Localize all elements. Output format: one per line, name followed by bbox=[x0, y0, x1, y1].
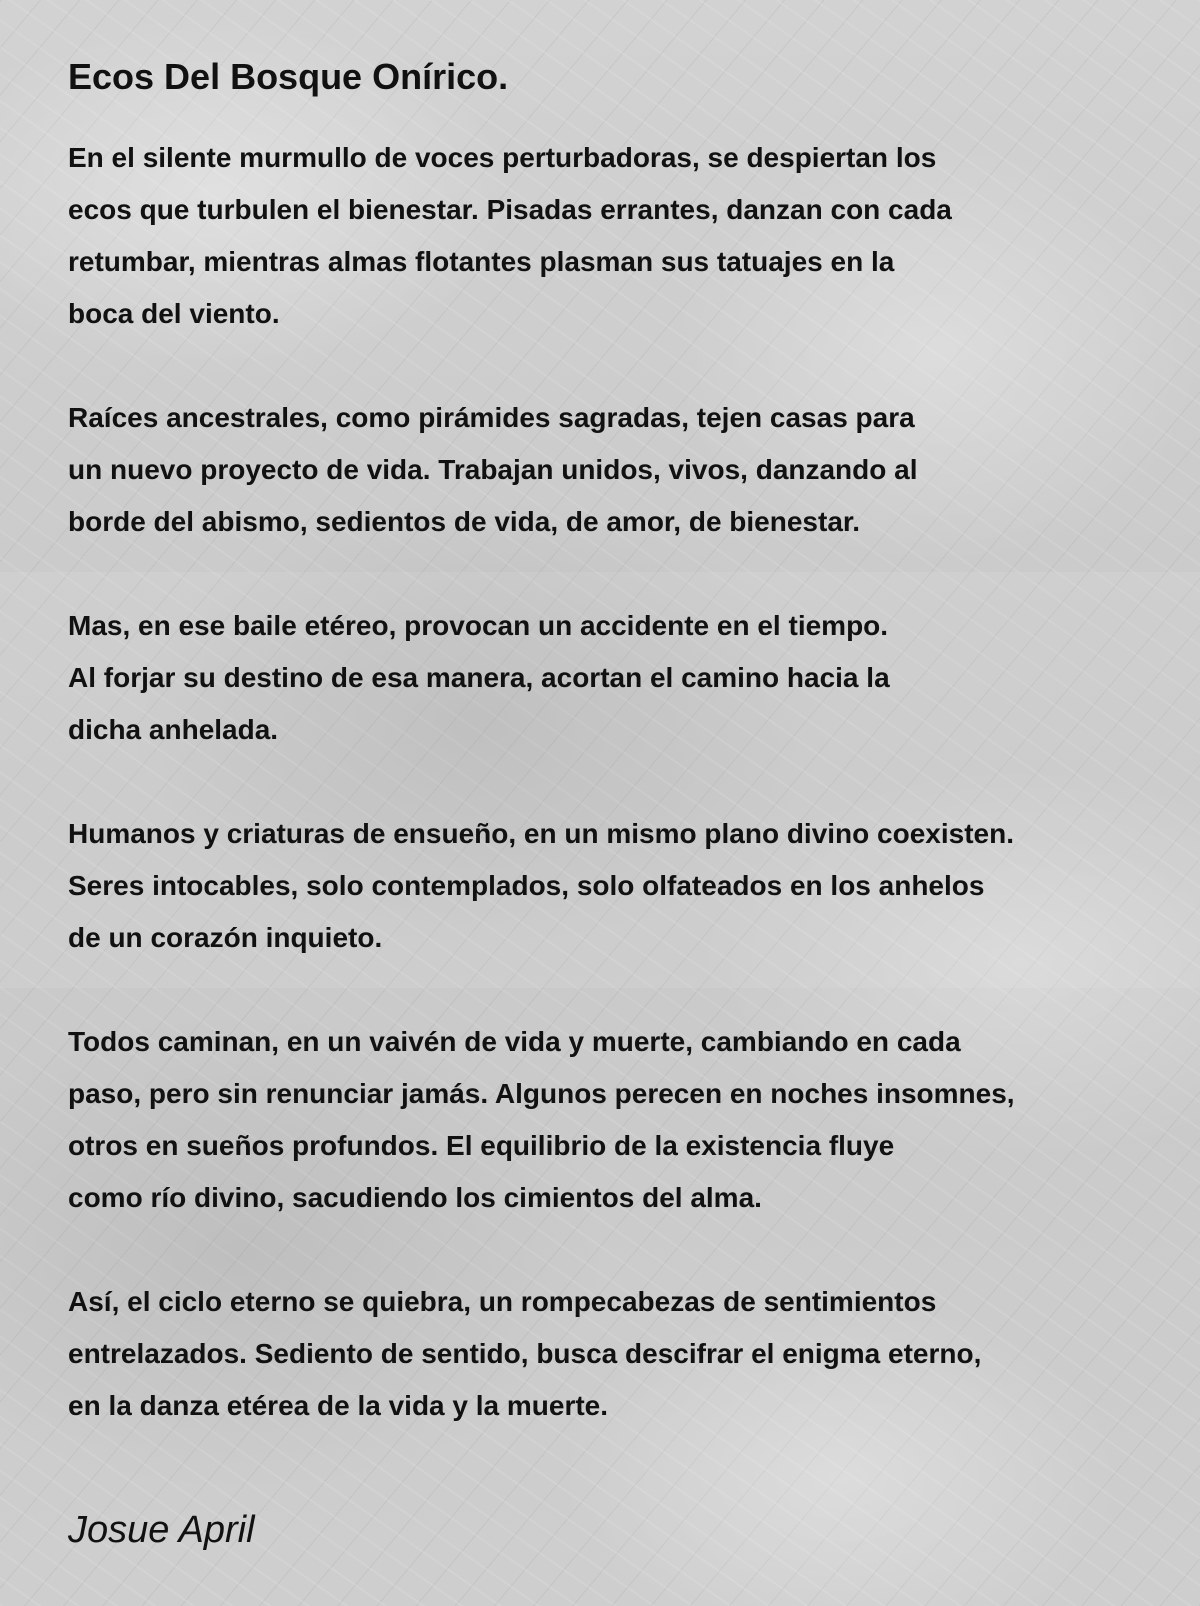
poem-line: En el silente murmullo de voces perturbadoras, se despiertan los bbox=[68, 142, 937, 173]
poem-line: boca del viento. bbox=[68, 298, 280, 329]
poem-line: como río divino, sacudiendo los cimientos del alma. bbox=[68, 1182, 762, 1213]
poem-line: Al forjar su destino de esa manera, acortan el camino hacia la bbox=[68, 662, 890, 693]
stanza-4 bbox=[68, 808, 1178, 964]
poem-line: Todos caminan, en un vaivén de vida y muerte, cambiando en cada bbox=[68, 1026, 961, 1057]
stanza-6 bbox=[68, 1276, 1178, 1432]
poem-line: Así, el ciclo eterno se quiebra, un rompecabezas de sentimientos bbox=[68, 1286, 937, 1317]
poem bbox=[68, 52, 1178, 1484]
stanza-5 bbox=[68, 1016, 1178, 1224]
poem-line: un nuevo proyecto de vida. Trabajan unidos, vivos, danzando al bbox=[68, 454, 918, 485]
poem-line: en la danza etérea de la vida y la muerte. bbox=[68, 1390, 609, 1421]
poem-line: Seres intocables, solo contemplados, solo olfateados en los anhelos bbox=[68, 870, 985, 901]
poem-line: de un corazón inquieto. bbox=[68, 922, 383, 953]
poem-title: Ecos Del Bosque Onírico. bbox=[68, 56, 509, 97]
stanza-3 bbox=[68, 600, 1178, 756]
poem-line: paso, pero sin renunciar jamás. Algunos perecen en noches insomnes, bbox=[68, 1078, 1015, 1109]
poem-line: dicha anhelada. bbox=[68, 714, 279, 745]
poem-line: entrelazados. Sediento de sentido, busca descifrar el enigma eterno, bbox=[68, 1338, 982, 1369]
poem-line: borde del abismo, sedientos de vida, de amor, de bienestar. bbox=[68, 506, 861, 537]
poem-line: ecos que turbulen el bienestar. Pisadas errantes, danzan con cada bbox=[68, 194, 952, 225]
poem-author: Josue April bbox=[68, 1509, 255, 1551]
stanza-1 bbox=[68, 132, 1178, 340]
poem-line: otros en sueños profundos. El equilibrio de la existencia fluye bbox=[68, 1130, 895, 1161]
poem-line: Humanos y criaturas de ensueño, en un mismo plano divino coexisten. bbox=[68, 818, 1014, 849]
poem-line: retumbar, mientras almas flotantes plasman sus tatuajes en la bbox=[68, 246, 895, 277]
stanza-2 bbox=[68, 392, 1178, 548]
poem-line: Mas, en ese baile etéreo, provocan un accidente en el tiempo. bbox=[68, 610, 889, 641]
poem-line: Raíces ancestrales, como pirámides sagradas, tejen casas para bbox=[68, 402, 915, 433]
